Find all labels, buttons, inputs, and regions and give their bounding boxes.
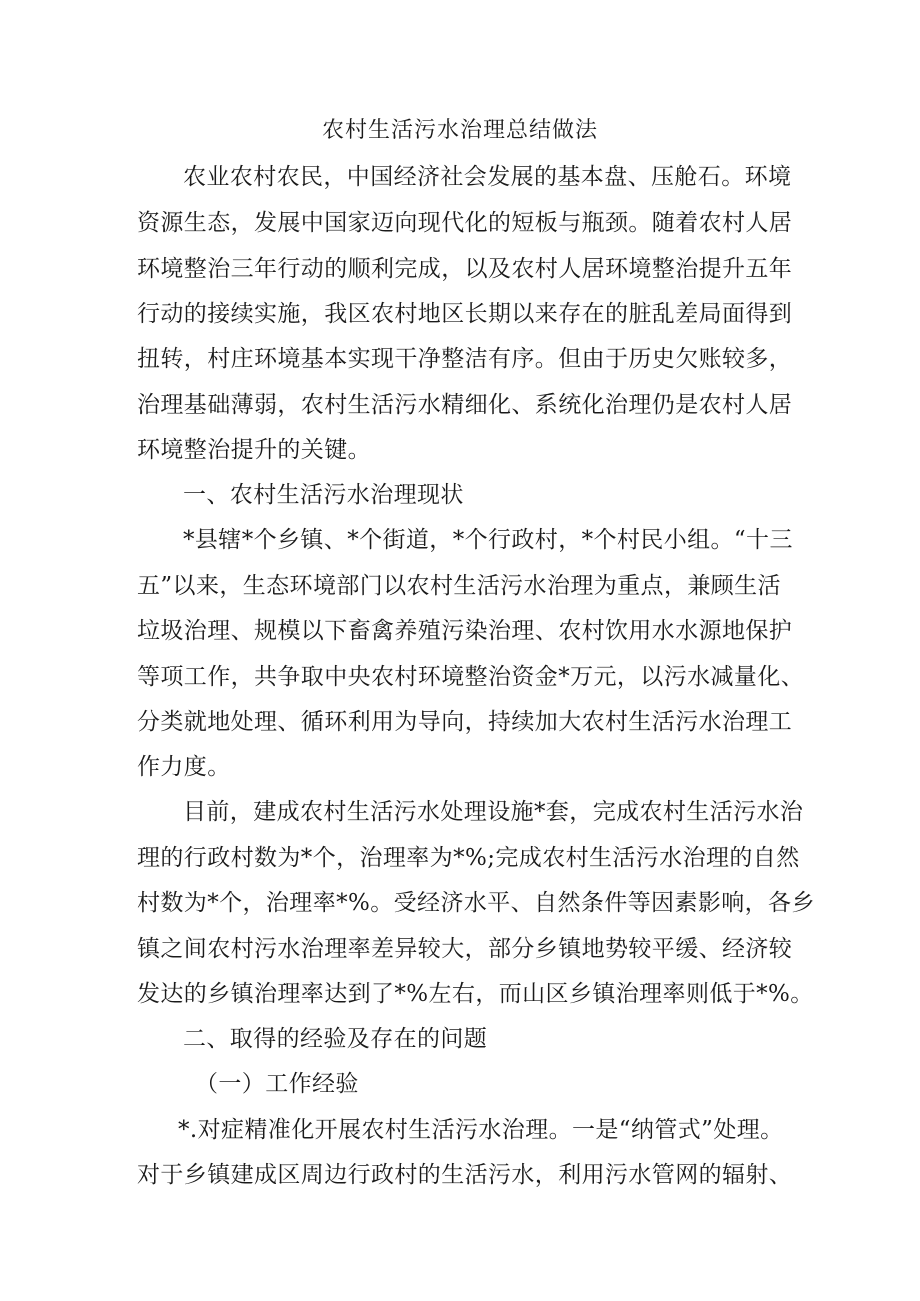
paragraph-line: 资源生态，发展中国家迈向现代化的短板与瓶颈。随着农村人居	[137, 210, 793, 236]
paragraph-line: 等项工作，共争取中央农村环境整治资金*万元，以污水减量化、	[137, 664, 805, 690]
paragraph-line: 镇之间农村污水治理率差异较大，部分乡镇地势较平缓、经济较	[137, 936, 793, 962]
paragraph-line: *县辖*个乡镇、*个街道，*个行政村，*个村民小组。“十三	[183, 527, 793, 553]
paragraph-line: 村数为*个，治理率*%。受经济水平、自然条件等因素影响，各乡	[137, 890, 815, 916]
paragraph-line: 环境整治提升的关键。	[137, 437, 371, 463]
paragraph-line: 理的行政村数为*个，治理率为*%;完成农村生活污水治理的自然	[137, 845, 800, 871]
paragraph-line: 垃圾治理、规模以下畜禽养殖污染治理、农村饮用水水源地保护	[137, 618, 793, 644]
section-heading: 二、取得的经验及存在的问题	[183, 1026, 488, 1052]
paragraph-line: 目前，建成农村生活污水处理设施*套，完成农村生活污水治	[183, 799, 804, 825]
paragraph-line: 作力度。	[137, 754, 231, 780]
paragraph-line: 扭转，村庄环境基本实现干净整洁有序。但由于历史欠账较多，	[137, 346, 793, 372]
subsection-heading: （一）工作经验	[195, 1071, 359, 1097]
paragraph-line: 农业农村农民，中国经济社会发展的基本盘、压舱石。环境	[183, 164, 792, 190]
paragraph-line: *.对症精准化开展农村生活污水治理。一是“纳管式”处理。	[178, 1117, 784, 1143]
document-title: 农村生活污水治理总结做法	[321, 118, 598, 143]
paragraph-line: 五”以来，生态环境部门以农村生活污水治理为重点，兼顾生活	[137, 573, 781, 599]
paragraph-line: 环境整治三年行动的顺利完成，以及农村人居环境整治提升五年	[137, 256, 793, 282]
paragraph-line: 发达的乡镇治理率达到了*%左右，而山区乡镇治理率则低于*%。	[137, 981, 814, 1007]
paragraph-line: 行动的接续实施，我区农村地区长期以来存在的脏乱差局面得到	[137, 301, 793, 327]
paragraph-line: 分类就地处理、循环利用为导向，持续加大农村生活污水治理工	[137, 709, 793, 735]
paragraph-line: 治理基础薄弱，农村生活污水精细化、系统化治理仍是农村人居	[137, 392, 793, 418]
section-heading: 一、农村生活污水治理现状	[183, 482, 464, 508]
paragraph-line: 对于乡镇建成区周边行政村的生活污水，利用污水管网的辐射、	[137, 1162, 793, 1188]
